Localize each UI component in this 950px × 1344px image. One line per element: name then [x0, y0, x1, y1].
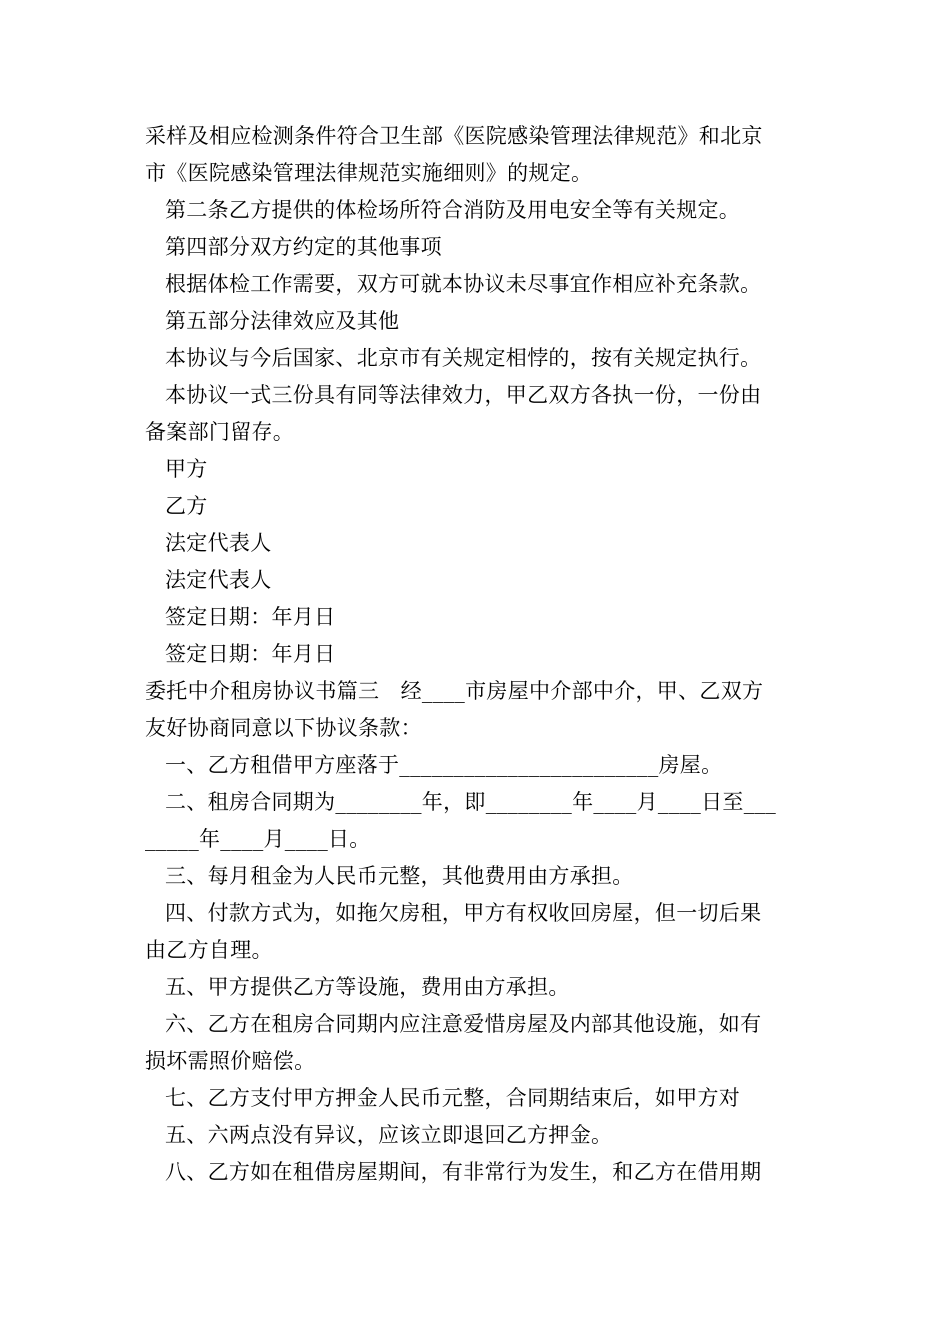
- section-heading: 第五部分法律效应及其他: [165, 309, 400, 333]
- legal-rep-label: 法定代表人: [165, 531, 272, 555]
- text-line: 委托中介租房协议书篇三 经____市房屋中介部中介，甲、乙双方: [145, 679, 764, 703]
- sign-date-label: 签定日期：年月日: [165, 642, 336, 666]
- text-line: 本协议一式三份具有同等法律效力，甲乙双方各执一份，一份由: [165, 383, 762, 407]
- legal-rep-label: 法定代表人: [165, 568, 272, 592]
- clause-line: 七、乙方支付甲方押金人民币元整，合同期结束后，如甲方对: [165, 1086, 741, 1110]
- clause-line: 一、乙方租借甲方座落于________________________房屋。: [165, 753, 723, 777]
- party-a-label: 甲方: [165, 457, 208, 481]
- clause-line: 五、六两点没有异议，应该立即退回乙方押金。: [165, 1123, 613, 1147]
- text-line: 本协议与今后国家、北京市有关规定相悖的，按有关规定执行。: [165, 346, 762, 370]
- text-line: 采样及相应检测条件符合卫生部《医院感染管理法律规范》和北京: [145, 124, 763, 148]
- clause-line: 六、乙方在租房合同期内应注意爱惜房屋及内部其他设施，如有: [165, 1012, 762, 1036]
- text-line: 第二条乙方提供的体检场所符合消防及用电安全等有关规定。: [165, 198, 741, 222]
- clause-line: 四、付款方式为，如拖欠房租，甲方有权收回房屋，但一切后果: [165, 901, 762, 925]
- text-line: 根据体检工作需要，双方可就本协议未尽事宜作相应补充条款。: [165, 272, 762, 296]
- clause-line: 二、租房合同期为________年，即________年____月____日至___: [165, 790, 777, 814]
- clause-line: 三、每月租金为人民币元整，其他费用由方承担。: [165, 864, 634, 888]
- clause-line: 五、甲方提供乙方等设施，费用由方承担。: [165, 975, 570, 999]
- text-line: 备案部门留存。: [145, 420, 295, 444]
- clause-line: 由乙方自理。: [145, 938, 273, 962]
- text-line: 友好协商同意以下协议条款：: [145, 716, 422, 740]
- clause-line: 八、乙方如在租借房屋期间，有非常行为发生，和乙方在借用期: [165, 1160, 762, 1184]
- clause-line: _____年____月____日。: [145, 827, 371, 851]
- document-body: [145, 118, 810, 1191]
- section-heading: 第四部分双方约定的其他事项: [165, 235, 442, 259]
- party-b-label: 乙方: [165, 494, 208, 518]
- sign-date-label: 签定日期：年月日: [165, 605, 336, 629]
- clause-line: 损坏需照价赔偿。: [145, 1049, 316, 1073]
- text-line: 市《医院感染管理法律规范实施细则》的规定。: [145, 161, 593, 185]
